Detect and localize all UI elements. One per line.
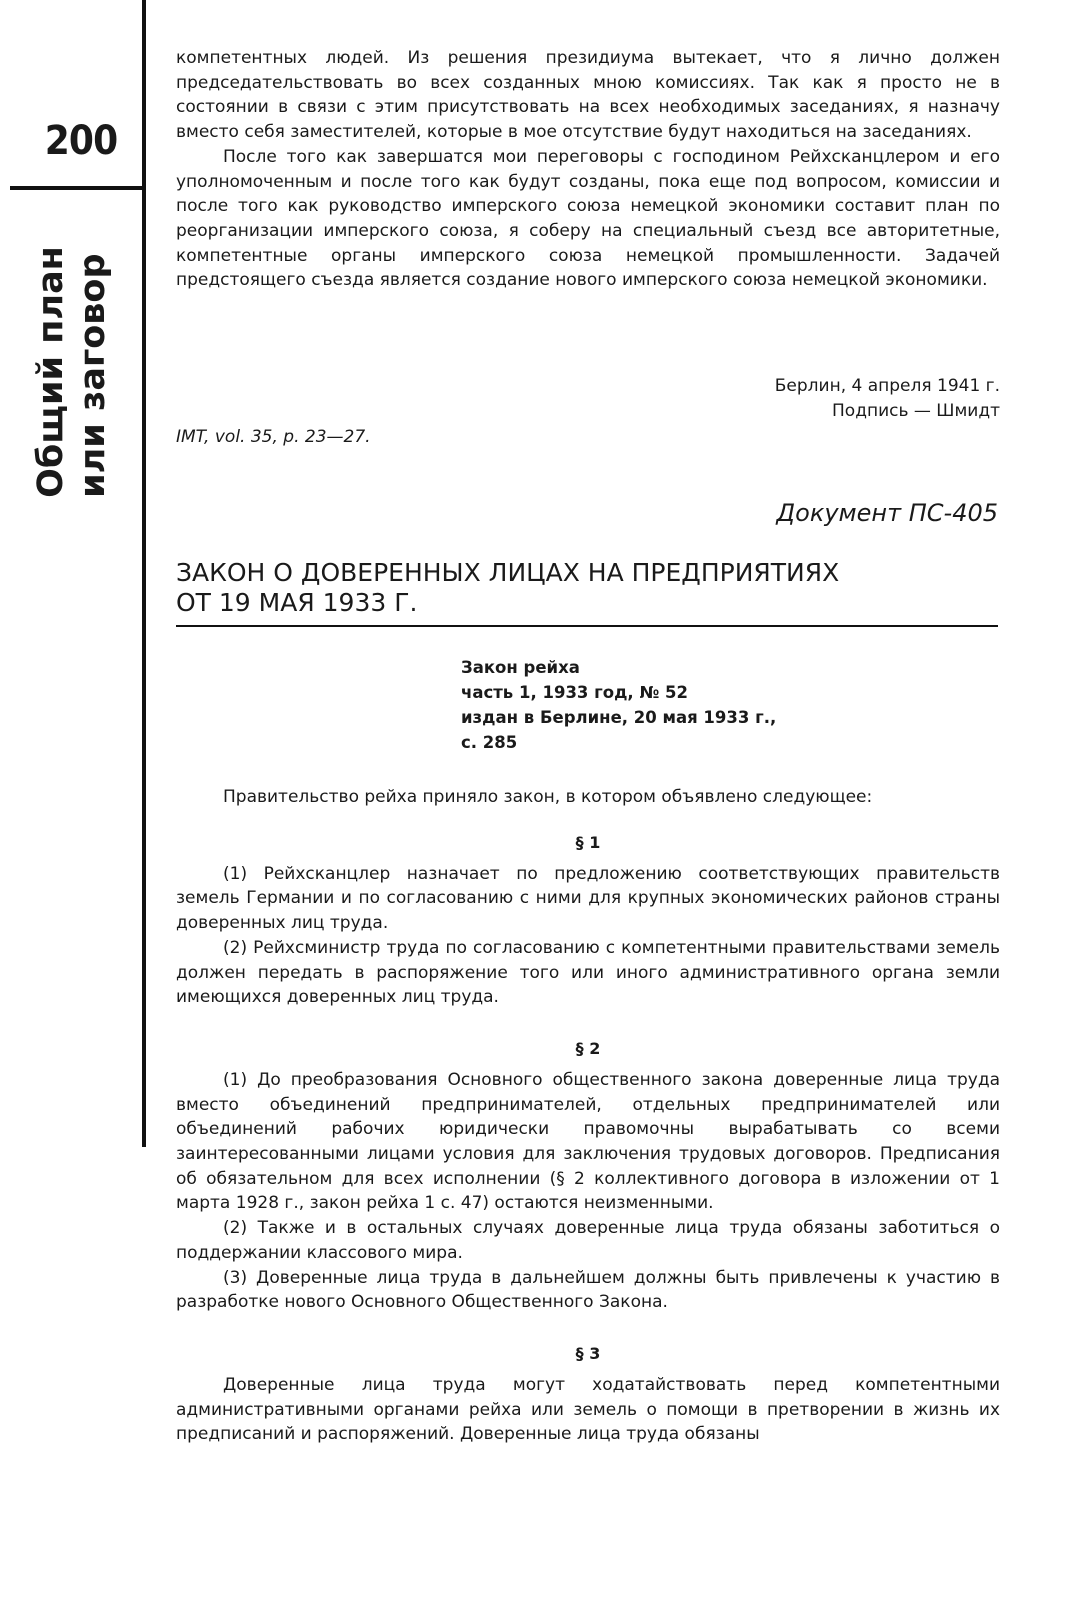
signature-place-date: Берлин, 4 апреля 1941 г. <box>774 376 1000 396</box>
preamble: Правительство рейха приняло закон, в котором объявлено следующее: <box>223 787 873 807</box>
paragraph: (1) Рейхсканцлер назначает по предложению соответствующих правительств земель Германии и по согласованию с ними для крупных экономических районов страны доверенных лиц труда. <box>176 863 1000 934</box>
page-number: 200 <box>44 118 118 164</box>
paragraph: (2) Также и в остальных случаях доверенные лица труда обязаны заботиться о поддержании классового мира. <box>176 1218 1000 1263</box>
signature-name: Подпись — Шмидт <box>832 401 1000 421</box>
paragraph: (2) Рейхсминистр труда по согласованию с компетентными правительствами земель должен передать в распоряжение того или иного административного органа земли имеющихся доверенных лиц труда. <box>176 937 1000 1008</box>
paragraph: компетентных людей. Из решения президиума вытекает, что я лично должен председательствовать во всех созданных мною комиссиях. Так как я просто не в состоянии в связи с этим присутствовать на всех необходимых заседаниях, я назначу вместо себя заместителей, которые в мое отсутствие будут находиться на заседаниях. <box>176 48 1000 143</box>
publication-line: с. 285 <box>461 733 518 752</box>
running-title <box>30 212 114 532</box>
running-title-line1: Общий план <box>31 246 71 498</box>
publication-line: Закон рейха <box>461 658 580 677</box>
title-rule <box>176 625 998 627</box>
law-title-line2: ОТ 19 МАЯ 1933 Г. <box>176 588 418 617</box>
publication-line: издан в Берлине, 20 мая 1933 г., <box>461 708 777 727</box>
document-number: Документ ПС-405 <box>776 499 998 527</box>
paragraph: Доверенные лица труда могут ходатайствовать перед компетентными административными органами рейха или земель о помощи в претворении в жизнь их предписаний и распоряжений. Доверенные лица труда обязаны <box>176 1374 1000 1445</box>
source-reference: IMT, vol. 35, p. 23—27. <box>176 427 371 447</box>
section-heading-3: § 3 <box>575 1343 601 1363</box>
paragraph: (3) Доверенные лица труда в дальнейшем должны быть привлечены к участию в разработке нового Основного Общественного Закона. <box>176 1267 1000 1313</box>
publication-info <box>461 655 881 755</box>
running-title-line2: или заговор <box>73 253 113 498</box>
page-number-rule <box>10 186 144 190</box>
law-body <box>176 785 1000 1447</box>
publication-line: часть 1, 1933 год, № 52 <box>461 683 688 702</box>
section-heading-2: § 2 <box>575 1038 601 1058</box>
section-heading-1: § 1 <box>575 832 601 852</box>
continuation-text <box>176 46 1000 293</box>
paragraph: После того как завершатся мои переговоры с господином Рейхсканцлером и его уполномоченным и после того как будут созданы, пока еще под вопросом, комиссии и после того как руководство имперского союза немецкой экономики составит план по реорганизации имперского союза, я соберу на специальный съезд все авторитетные, компетентные органы имперского союза немецкой промышленности. Задачей предстоящего съезда является создание нового имперского союза немецкой экономики. <box>176 146 1000 291</box>
law-title <box>176 558 1000 618</box>
margin-vertical-rule <box>142 0 146 1147</box>
paragraph: (1) До преобразования Основного общественного закона доверенные лица труда вместо объединений предпринимателей, отдельных предпринимателей или объединений рабочих юридически правомочны вырабатывать со всеми заинтересованными лицами условия для заключения трудовых договоров. Предписания об обязательном для всех исполнении (§ 2 коллективного договора в изложении от 1 марта 1928 г., закон рейха 1 с. 47) остаются неизменными. <box>176 1069 1000 1214</box>
law-title-line1: ЗАКОН О ДОВЕРЕННЫХ ЛИЦАХ НА ПРЕДПРИЯТИЯХ <box>176 558 840 587</box>
signature-block <box>176 374 1000 424</box>
